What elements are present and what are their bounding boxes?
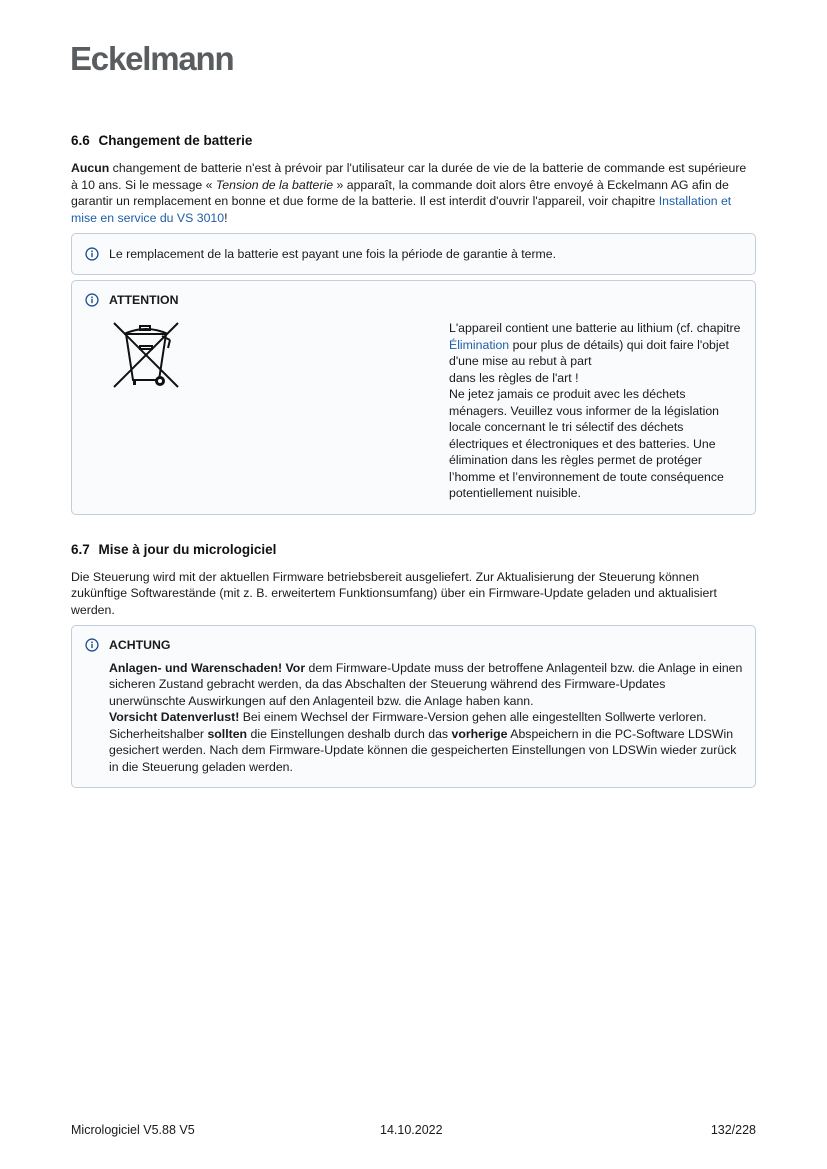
text: L'appareil contient une batterie au lithium (cf. chapitre	[449, 321, 741, 335]
info-circle-icon	[85, 247, 99, 261]
text: !	[224, 210, 228, 225]
footer-date: 14.10.2022	[380, 1123, 443, 1137]
info-circle-icon	[85, 293, 99, 307]
footer-doc-title: Micrologiciel V5.88 V5	[71, 1123, 195, 1137]
section-title: Changement de batterie	[98, 133, 253, 148]
text: dans les règles de l'art !	[449, 370, 579, 385]
bold-text: Vorsicht Datenverlust!	[109, 710, 240, 724]
italic-message: Tension de la batterie	[215, 177, 334, 192]
section-heading-6-7	[71, 542, 756, 557]
achtung-title: ACHTUNG	[109, 638, 171, 652]
eckelmann-logo: Eckelmann	[70, 40, 234, 77]
info-note-box	[71, 233, 756, 275]
text: Bei einem Wechsel der Firmware-Version gehen alle eingestellten Sollwerte verloren. Sicherheitshalber	[109, 710, 707, 741]
section-number: 6.7	[71, 541, 90, 557]
attention-title: ATTENTION	[109, 292, 179, 307]
text: dem Firmware-Update muss der betroffene Anlagenteil bzw. die Anlage in einen sicheren Zustand gebracht werden, da das Abschalten der Steuerung während des Firmware-Updates unerwünschte Auswirkungen auf den Anlagenteil bzw. die Anlage haben kann.	[109, 660, 743, 708]
page-footer	[71, 1123, 756, 1143]
text: pour plus de détails) qui doit faire l'objet d'une mise au rebut à part	[449, 337, 729, 368]
footer-page-number: 132/228	[710, 1123, 756, 1137]
achtung-text	[109, 660, 743, 776]
bold-text: vorherige	[451, 726, 508, 741]
battery-paragraph	[71, 160, 756, 226]
info-note-text: Le remplacement de la batterie est payant une fois la période de garantie à terme.	[109, 247, 557, 261]
section-number: 6.6	[71, 133, 90, 148]
text: die Einstellungen deshalb durch das	[247, 726, 452, 741]
firmware-paragraph: Die Steuerung wird mit der aktuellen Firmware betriebsbereit ausgeliefert. Zur Aktualisierung der Steuerung können zukünftige Softwarestände (mit z. B. erweitertem Funktionsumfang) über ein Firmware-Update geladen und aktualisiert werden.	[71, 569, 717, 617]
achtung-box	[71, 625, 756, 788]
elimination-chapter-link[interactable]: Élimination	[449, 337, 510, 352]
text: changement de batterie n'est à prévoir par l'utilisateur car la durée de vie de la batterie de commande est supérieure à 10 ans. Si le message «	[71, 161, 747, 192]
page-content	[71, 133, 756, 793]
section-heading-6-6	[71, 133, 756, 148]
text: » apparaît, la commande doit alors être envoyé à Eckelmann AG afin de garantir un remplacement en bonne et due forme de la batterie. Il est interdit d'ouvrir l'appareil, voir chapitre	[71, 177, 729, 208]
text: Abspeichern in die PC-Software LDSWin gesichert werden. Nach dem Firmware-Update können die gespeicherten Einstellungen von LDSWin wieder zurück in die Steuerung geladen werden.	[109, 726, 737, 774]
bold-text: Anlagen- und Warenschaden!	[109, 660, 283, 675]
info-circle-icon	[85, 638, 99, 652]
attention-box	[71, 280, 756, 515]
section-title: Mise à jour du micrologiciel	[98, 541, 277, 557]
crossed-out-wheelie-bin-icon	[110, 320, 182, 390]
installation-chapter-link[interactable]: Installation et mise en service du VS 3010	[71, 194, 732, 225]
bold-lead: Aucun	[71, 161, 110, 175]
bold-text: sollten	[207, 726, 248, 741]
bold-text: Vor	[285, 660, 306, 675]
attention-text	[449, 320, 743, 502]
text: Ne jetez jamais ce produit avec les déchets ménagers. Veuillez vous informer de la législation locale concernant le tri sélectif des déchets électriques et électroniques et des batteries. Une élimination dans les règles permet de protéger l’homme et l’environnement de toute conséquence potentiellement nuisible.	[449, 387, 724, 500]
